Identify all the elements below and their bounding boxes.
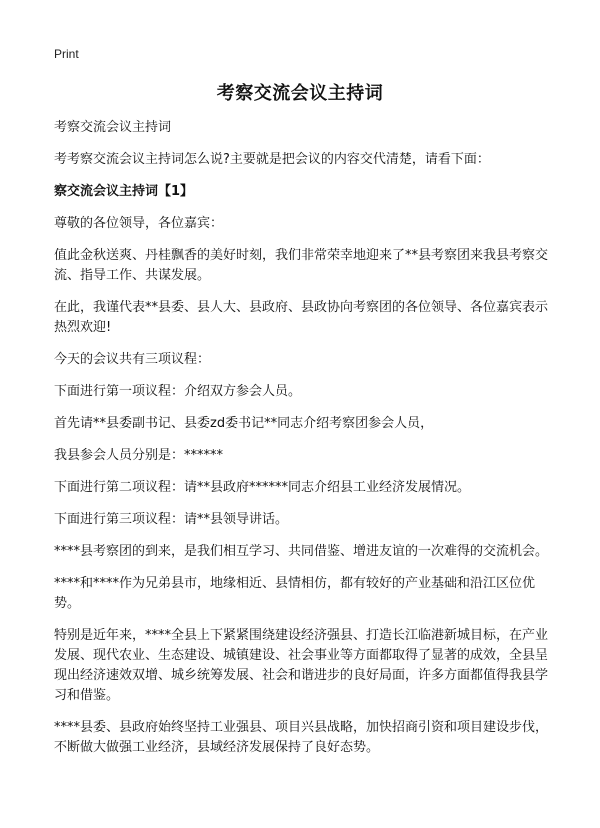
body-paragraph: ****和****作为兄弟县市，地缘相近、县情相仿，都有较好的产业基础和沿江区位优势。 (54, 576, 536, 611)
body-paragraph: 今天的会议共有三项议程： (54, 352, 211, 367)
body-paragraph: 在此，我谨代表**县委、县人大、县政府、县政协向考察团的各位领导、各位嘉宾表示热烈欢迎! (54, 300, 549, 335)
body-paragraph: 我县参会人员分别是：****** (54, 448, 224, 463)
greeting-paragraph: 尊敬的各位领导，各位嘉宾： (54, 216, 224, 231)
document-body (54, 118, 550, 770)
body-paragraph: 下面进行第三项议程：请**县领导讲话。 (54, 512, 289, 527)
body-paragraph: 下面进行第一项议程：介绍双方参会人员。 (54, 384, 302, 399)
print-label[interactable]: Print (54, 47, 79, 61)
document-title: 考察交流会议主持词 (216, 83, 384, 104)
body-paragraph: 首先请**县委副书记、县委zd委书记**同志介绍考察团参会人员， (54, 416, 434, 431)
section-heading: 察交流会议主持词【1】 (54, 184, 194, 199)
body-paragraph: 特别是近年来，****全县上下紧紧围绕建设经济强县、打造长江临港新城目标，在产业发展、现代农业、生态建设、城镇建设、社会事业等方面都取得了显著的成效，全县呈现出经济速效双增、城乡统筹发展、社会和谐进步的良好局面，许多方面都值得我县学习和借鉴。 (54, 628, 549, 703)
intro-paragraph: 考考察交流会议主持词怎么说?主要就是把会议的内容交代清楚，请看下面： (54, 152, 490, 167)
body-paragraph: 值此金秋送爽、丹桂飘香的美好时刻，我们非常荣幸地迎来了**县考察团来我县考察交流、指导工作、共谋发展。 (54, 248, 549, 283)
body-paragraph: ****县考察团的到来，是我们相互学习、共同借鉴、增进友谊的一次难得的交流机会。 (54, 544, 549, 559)
subtitle-paragraph: 考察交流会议主持词 (54, 120, 172, 135)
body-paragraph: 下面进行第二项议程：请**县政府******同志介绍县工业经济发展情况。 (54, 480, 471, 495)
body-paragraph: ****县委、县政府始终坚持工业强县、项目兴县战略，加快招商引资和项目建设步伐，不断做大做强工业经济，县域经济发展保持了良好态势。 (54, 720, 549, 755)
